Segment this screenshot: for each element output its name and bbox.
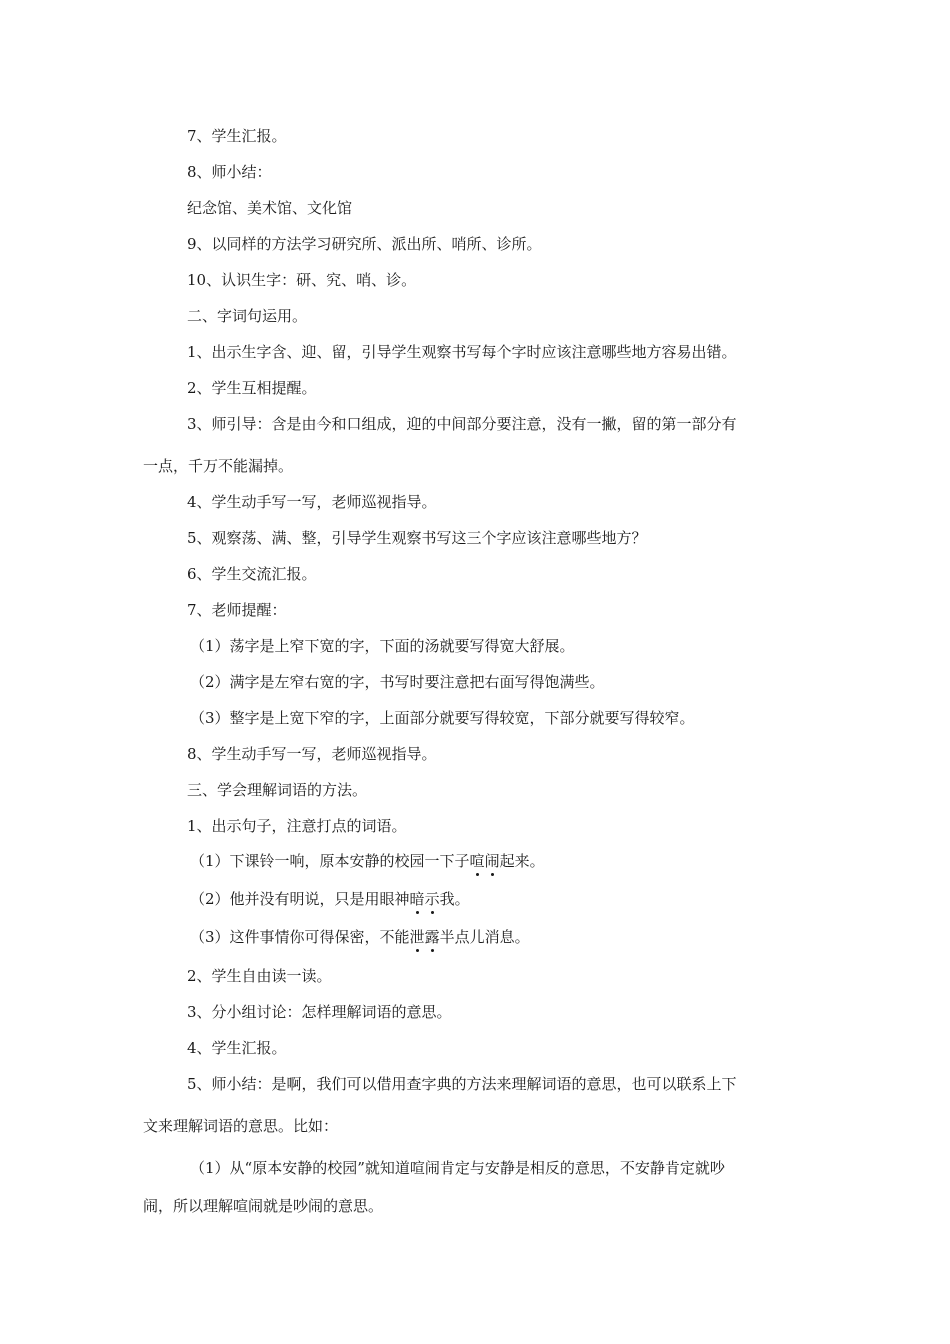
text-line: （1）从“原本安静的校园”就知道喧闹肯定与安静是相反的意思，不安静肯定就吵 xyxy=(190,1159,725,1177)
example-sentence-1 xyxy=(190,851,545,871)
text-line: 1、出示生字含、迎、留，引导学生观察书写每个字时应该注意哪些地方容易出错。 xyxy=(187,343,737,361)
dotted-word-char: 暗 xyxy=(409,890,425,908)
sentence-text: （3）这件事情你可得保密，不能 xyxy=(190,928,410,946)
text-line: 闹，所以理解喧闹就是吵闹的意思。 xyxy=(143,1197,384,1215)
dotted-word-char: 泄 xyxy=(409,928,425,946)
text-line: 8、学生动手写一写，老师巡视指导。 xyxy=(187,745,437,763)
text-line: （3）整字是上宽下窄的字，上面部分就要写得较宽，下部分就要写得较窄。 xyxy=(190,709,695,727)
text-line: 6、学生交流汇报。 xyxy=(187,565,317,583)
dotted-word-char: 示 xyxy=(424,890,440,908)
text-line: 7、学生汇报。 xyxy=(187,127,287,145)
example-sentence-3 xyxy=(190,927,530,947)
text-line: 9、以同样的方法学习研究所、派出所、哨所、诊所。 xyxy=(187,235,542,253)
sentence-text: （1）下课铃一响，原本安静的校园一下子 xyxy=(190,852,470,870)
text-line: 8、师小结： xyxy=(187,163,272,181)
section-heading: 二、字词句运用。 xyxy=(187,307,308,325)
text-line: 3、分小组讨论：怎样理解词语的意思。 xyxy=(187,1003,452,1021)
example-sentence-2 xyxy=(190,889,470,909)
text-line: 2、学生互相提醒。 xyxy=(187,379,317,397)
sentence-text: 半点儿消息。 xyxy=(439,928,530,946)
text-line: （2）满字是左窄右宽的字，书写时要注意把右面写得饱满些。 xyxy=(190,673,605,691)
text-line: 2、学生自由读一读。 xyxy=(187,967,332,985)
sentence-text: 起来。 xyxy=(499,852,545,870)
text-line: 文来理解词语的意思。比如： xyxy=(143,1117,339,1135)
dotted-word-char: 露 xyxy=(424,928,440,946)
text-line: 一点，千万不能漏掉。 xyxy=(143,457,294,475)
text-line: 5、观察荡、满、整，引导学生观察书写这三个字应该注意哪些地方？ xyxy=(187,529,647,547)
text-line: 4、学生汇报。 xyxy=(187,1039,287,1057)
text-line: 5、师小结：是啊，我们可以借用查字典的方法来理解词语的意思，也可以联系上下 xyxy=(187,1075,737,1093)
text-line: 10、认识生字：研、究、哨、诊。 xyxy=(187,271,417,289)
sentence-text: （2）他并没有明说，只是用眼神 xyxy=(190,890,410,908)
sentence-text: 我。 xyxy=(439,890,470,908)
text-line: 4、学生动手写一写，老师巡视指导。 xyxy=(187,493,437,511)
text-line: （1）荡字是上窄下宽的字，下面的汤就要写得宽大舒展。 xyxy=(190,637,575,655)
dotted-word-char: 闹 xyxy=(484,852,500,870)
dotted-word-char: 喧 xyxy=(469,852,485,870)
text-line: 3、师引导：含是由今和口组成，迎的中间部分要注意，没有一撇，留的第一部分有 xyxy=(187,415,737,433)
text-line: 1、出示句子，注意打点的词语。 xyxy=(187,817,407,835)
text-line: 纪念馆、美术馆、文化馆 xyxy=(187,199,353,217)
section-heading: 三、学会理解词语的方法。 xyxy=(187,781,368,799)
text-line: 7、老师提醒： xyxy=(187,601,287,619)
